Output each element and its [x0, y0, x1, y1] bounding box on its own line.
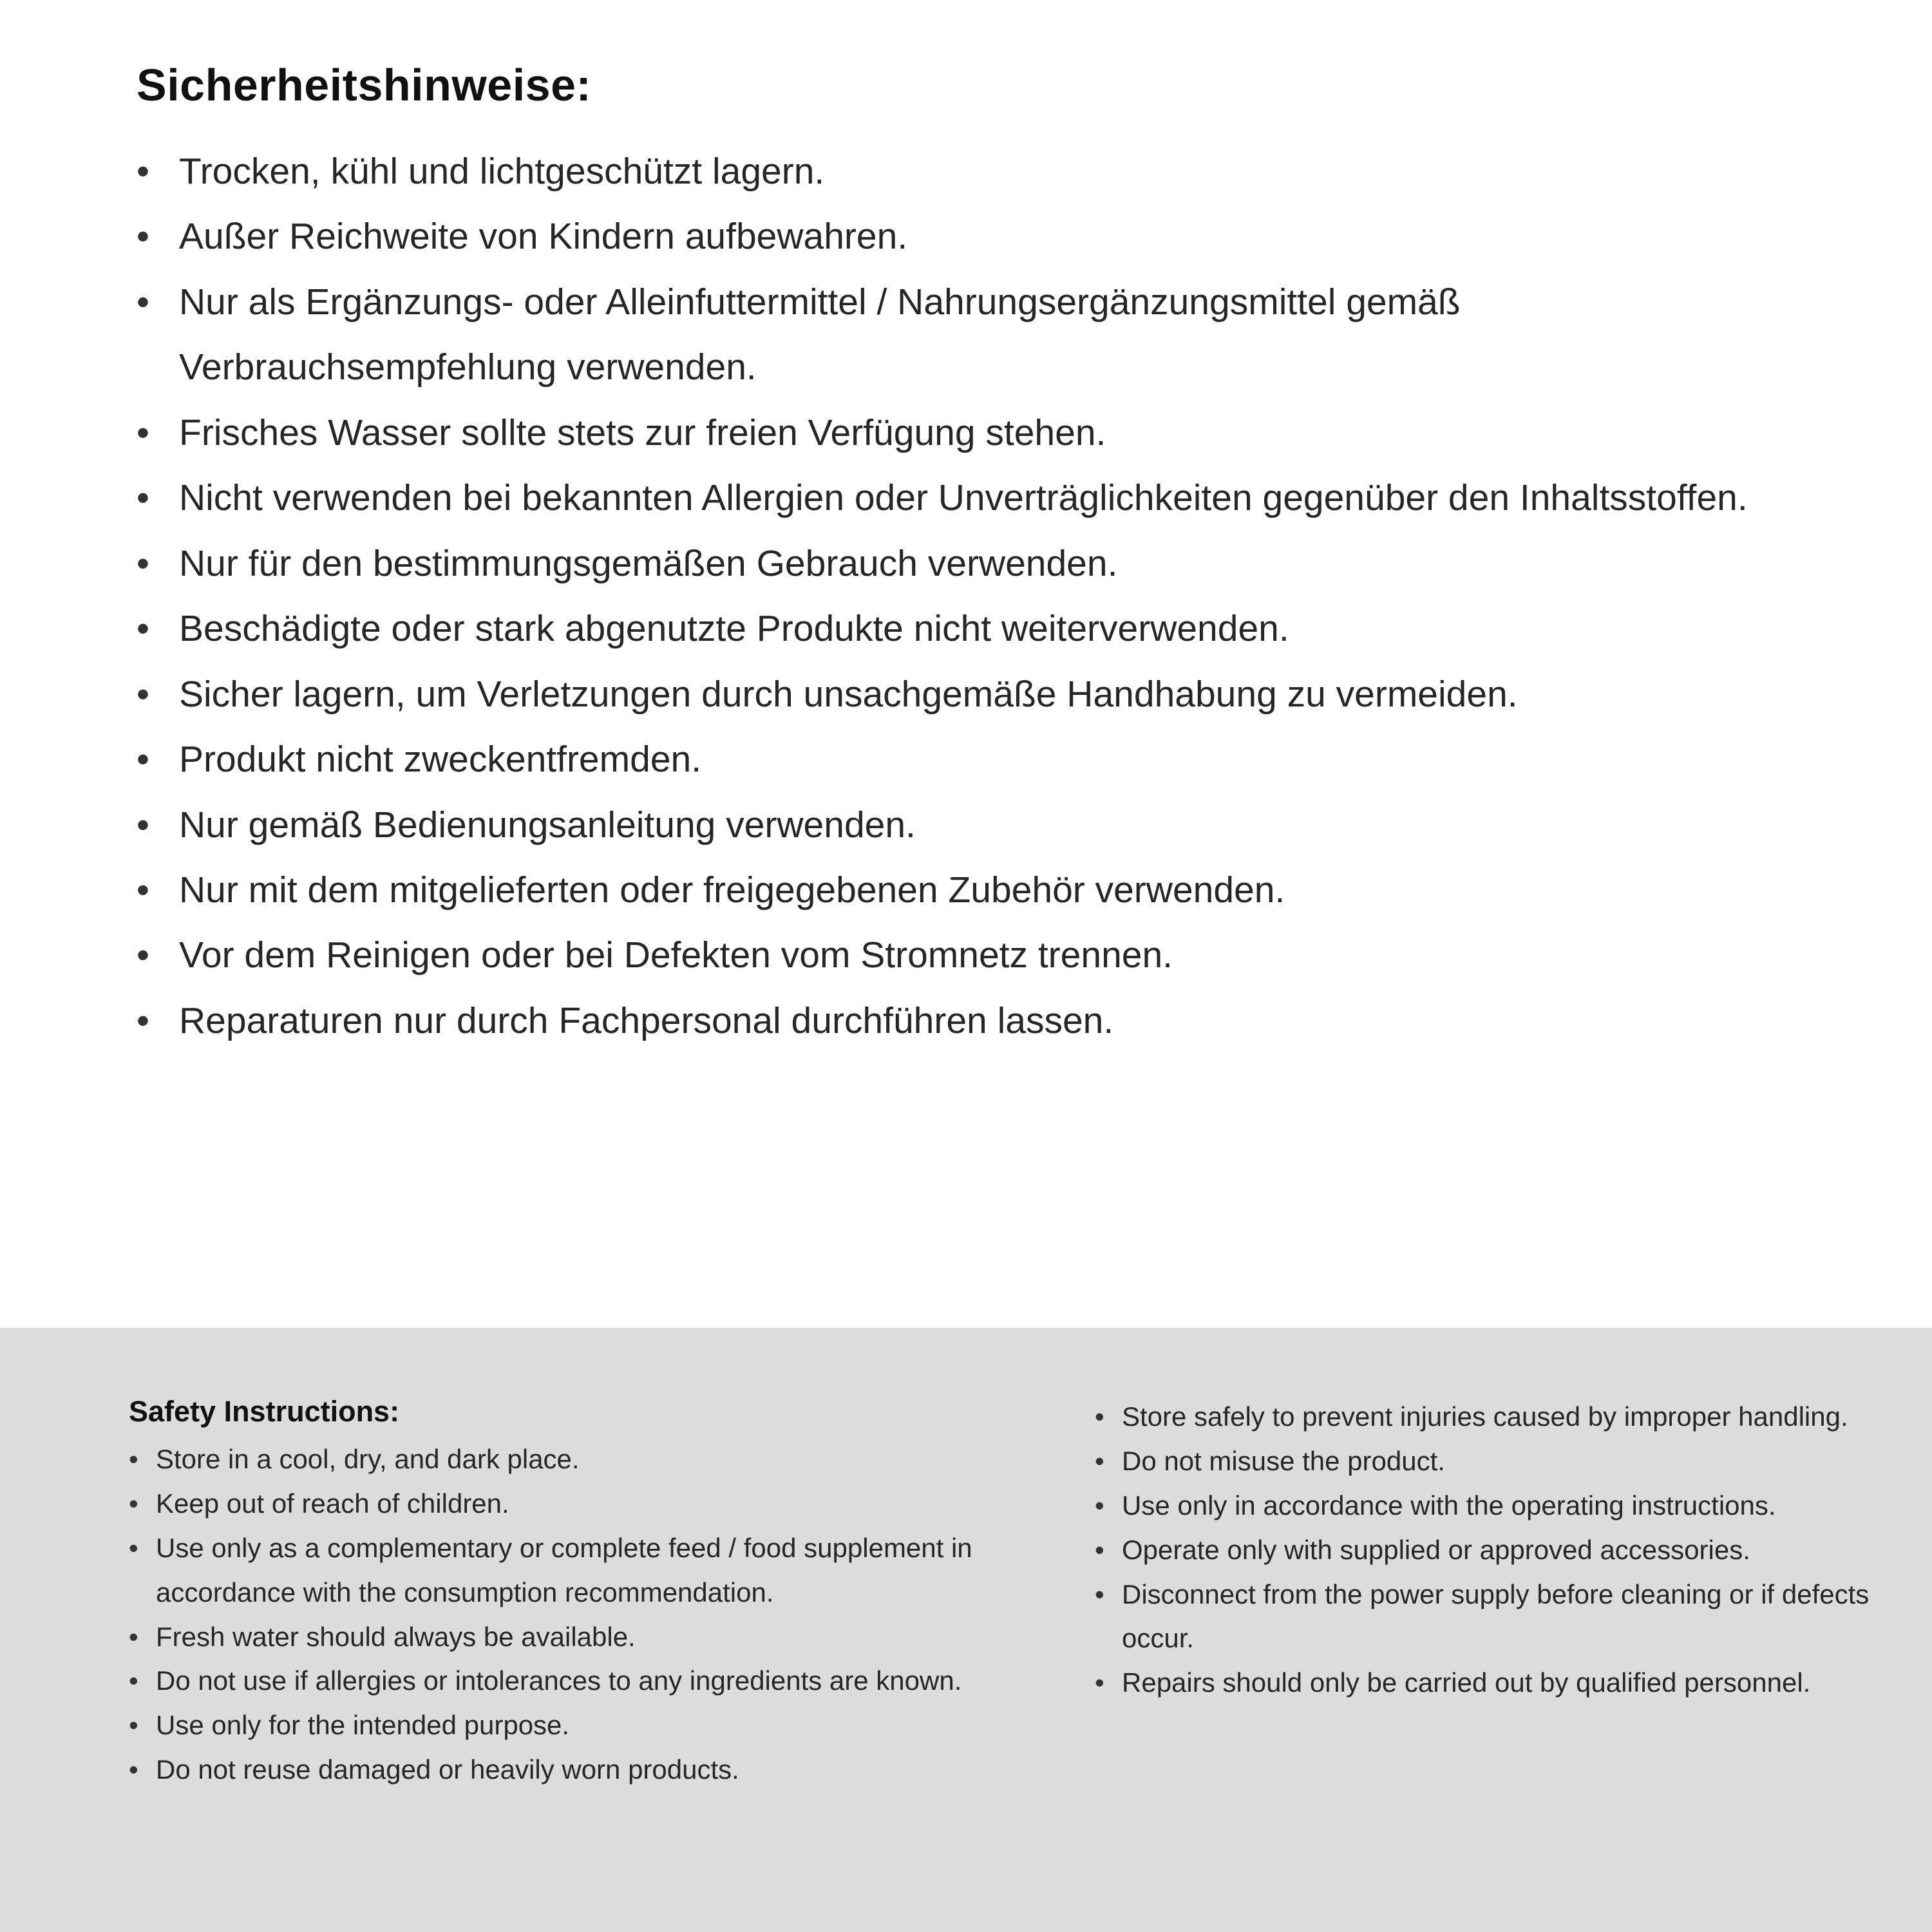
german-safety-item: • Produkt nicht zweckentfremden. — [137, 727, 1772, 792]
german-safety-item: • Nur gemäß Bedienungsanleitung verwenden. — [137, 793, 1772, 858]
german-safety-item: • Reparaturen nur durch Fachpersonal durchführen lassen. — [137, 989, 1772, 1054]
english-safety-section — [0, 1328, 1932, 1932]
german-safety-item: • Trocken, kühl und lichtgeschützt lagern. — [137, 139, 1772, 204]
german-safety-item: • Außer Reichweite von Kindern aufbewahren. — [137, 204, 1772, 269]
english-left-column — [129, 1395, 1018, 1932]
english-safety-list-right — [1095, 1395, 1926, 1705]
english-safety-item: • Do not misuse the product. — [1095, 1439, 1926, 1484]
english-safety-item: • Do not use if allergies or intolerances to any ingredients are known. — [129, 1659, 1018, 1703]
german-safety-item: • Nur für den bestimmungsgemäßen Gebrauch verwenden. — [137, 531, 1772, 596]
german-safety-item: • Nur mit dem mitgelieferten oder freigegebenen Zubehör verwenden. — [137, 858, 1772, 923]
english-safety-item: • Use only for the intended purpose. — [129, 1703, 1018, 1748]
german-safety-item: • Nur als Ergänzungs- oder Alleinfuttermittel / Nahrungsergänzungsmittel gemäß Verbrauchsempfehlung verwenden. — [137, 270, 1772, 401]
german-safety-item: • Beschädigte oder stark abgenutzte Produkte nicht weiterverwenden. — [137, 596, 1772, 661]
german-safety-item: • Sicher lagern, um Verletzungen durch unsachgemäße Handhabung zu vermeiden. — [137, 662, 1772, 727]
english-safety-item: • Store safely to prevent injuries caused by improper handling. — [1095, 1395, 1926, 1439]
english-safety-item: • Do not reuse damaged or heavily worn products. — [129, 1748, 1018, 1792]
english-safety-item: • Fresh water should always be available. — [129, 1615, 1018, 1660]
english-safety-item: • Use only as a complementary or complete feed / food supplement in accordance with the consumption recommendation. — [129, 1526, 1018, 1615]
english-safety-item: • Use only in accordance with the operating instructions. — [1095, 1484, 1926, 1528]
english-section-title: Safety Instructions: — [129, 1395, 400, 1428]
english-safety-list-left — [129, 1437, 1018, 1792]
english-right-column — [1095, 1395, 1926, 1932]
german-safety-list — [137, 139, 1772, 1054]
german-section-title: Sicherheitshinweise: — [137, 60, 592, 110]
english-safety-item: • Disconnect from the power supply before cleaning or if defects occur. — [1095, 1573, 1926, 1662]
english-safety-item: • Operate only with supplied or approved accessories. — [1095, 1528, 1926, 1573]
english-safety-item: • Repairs should only be carried out by qualified personnel. — [1095, 1661, 1926, 1705]
german-safety-item: • Nicht verwenden bei bekannten Allergien oder Unverträglichkeiten gegenüber den Inhaltsstoffen. — [137, 466, 1772, 531]
english-safety-item: • Keep out of reach of children. — [129, 1482, 1018, 1526]
german-safety-item: • Vor dem Reinigen oder bei Defekten vom Stromnetz trennen. — [137, 923, 1772, 988]
english-safety-item: • Store in a cool, dry, and dark place. — [129, 1437, 1018, 1482]
german-safety-item: • Frisches Wasser sollte stets zur freien Verfügung stehen. — [137, 401, 1772, 466]
